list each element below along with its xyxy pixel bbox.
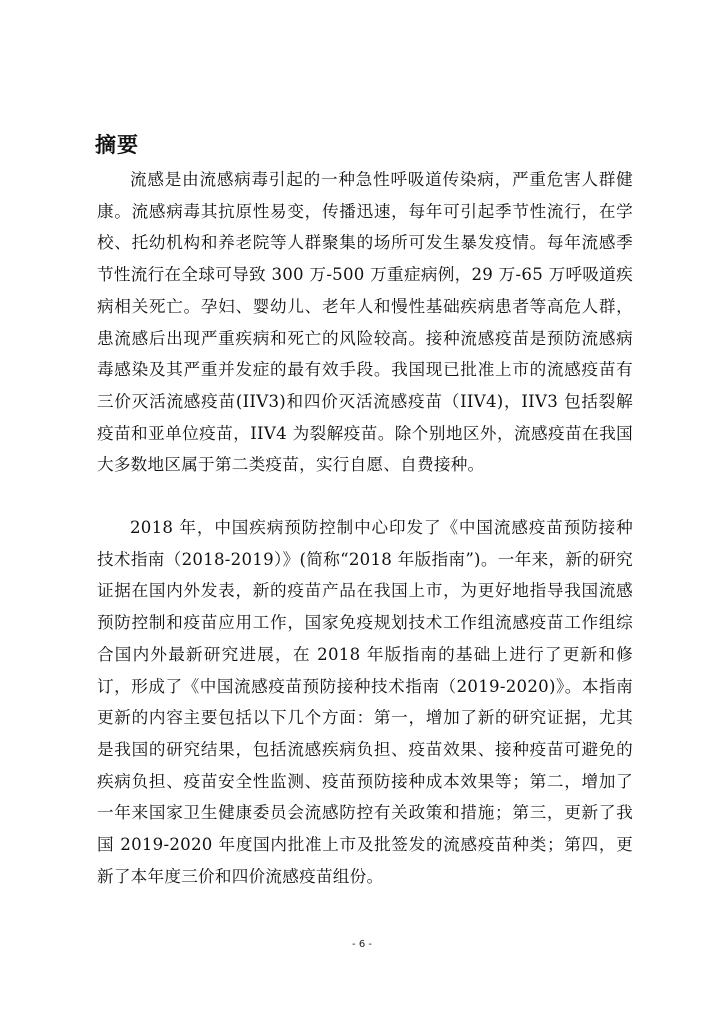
- body-paragraph-1: 流感是由流感病毒引起的一种急性呼吸道传染病，严重危害人群健康。流感病毒其抗原性易变，传播迅速，每年可引起季节性流行，在学校、托幼机构和养老院等人群聚集的场所可发生暴发疫情。每年流感季节性流行在全球可导致 300 万-500 万重症病例，29 万-65 万呼吸道疾病相关死亡。孕妇、婴幼儿、老年人和慢性基础疾病患者等高危人群，患流感后出现严重疾病和死亡的风险较高。接种流感疫苗是预防流感病毒感染及其严重并发症的最有效手段。我国现已批准上市的流感疫苗有三价灭活流感疫苗(IIV3)和四价灭活流感疫苗（IIV4)，IIV3 包括裂解疫苗和亚单位疫苗，IIV4 为裂解疫苗。除个别地区外，流感疫苗在我国大多数地区属于第二类疫苗，实行自愿、自费接种。: [97, 170, 633, 475]
- body-paragraph-2: 2018 年，中国疾病预防控制中心印发了《中国流感疫苗预防接种技术指南（2018-2019）》(简称“2018 年版指南”)。一年来，新的研究证据在国内外发表，新的疫苗产品在我国上市，为更好地指导我国流感预防控制和疫苗应用工作，国家免疫规划技术工作组流感疫苗工作组综合国内外最新研究进展，在 2018 年版指南的基础上进行了更新和修订，形成了《中国流感疫苗预防接种技术指南（2019-2020)》。本指南更新的内容主要包括以下几个方面：第一，增加了新的研究证据，尤其是我国的研究结果，包括流感疾病负担、疫苗效果、接种疫苗可避免的疾病负担、疫苗安全性监测、疫苗预防接种成本效果等；第二，增加了一年来国家卫生健康委员会流感防控有关政策和措施；第三，更新了我国 2019-2020 年度国内批准上市及批签发的流感疫苗种类；第四，更新了本年度三价和四价流感疫苗组份。: [97, 518, 633, 886]
- section-heading: 摘要: [95, 133, 139, 157]
- page-number: - 6 -: [352, 939, 372, 950]
